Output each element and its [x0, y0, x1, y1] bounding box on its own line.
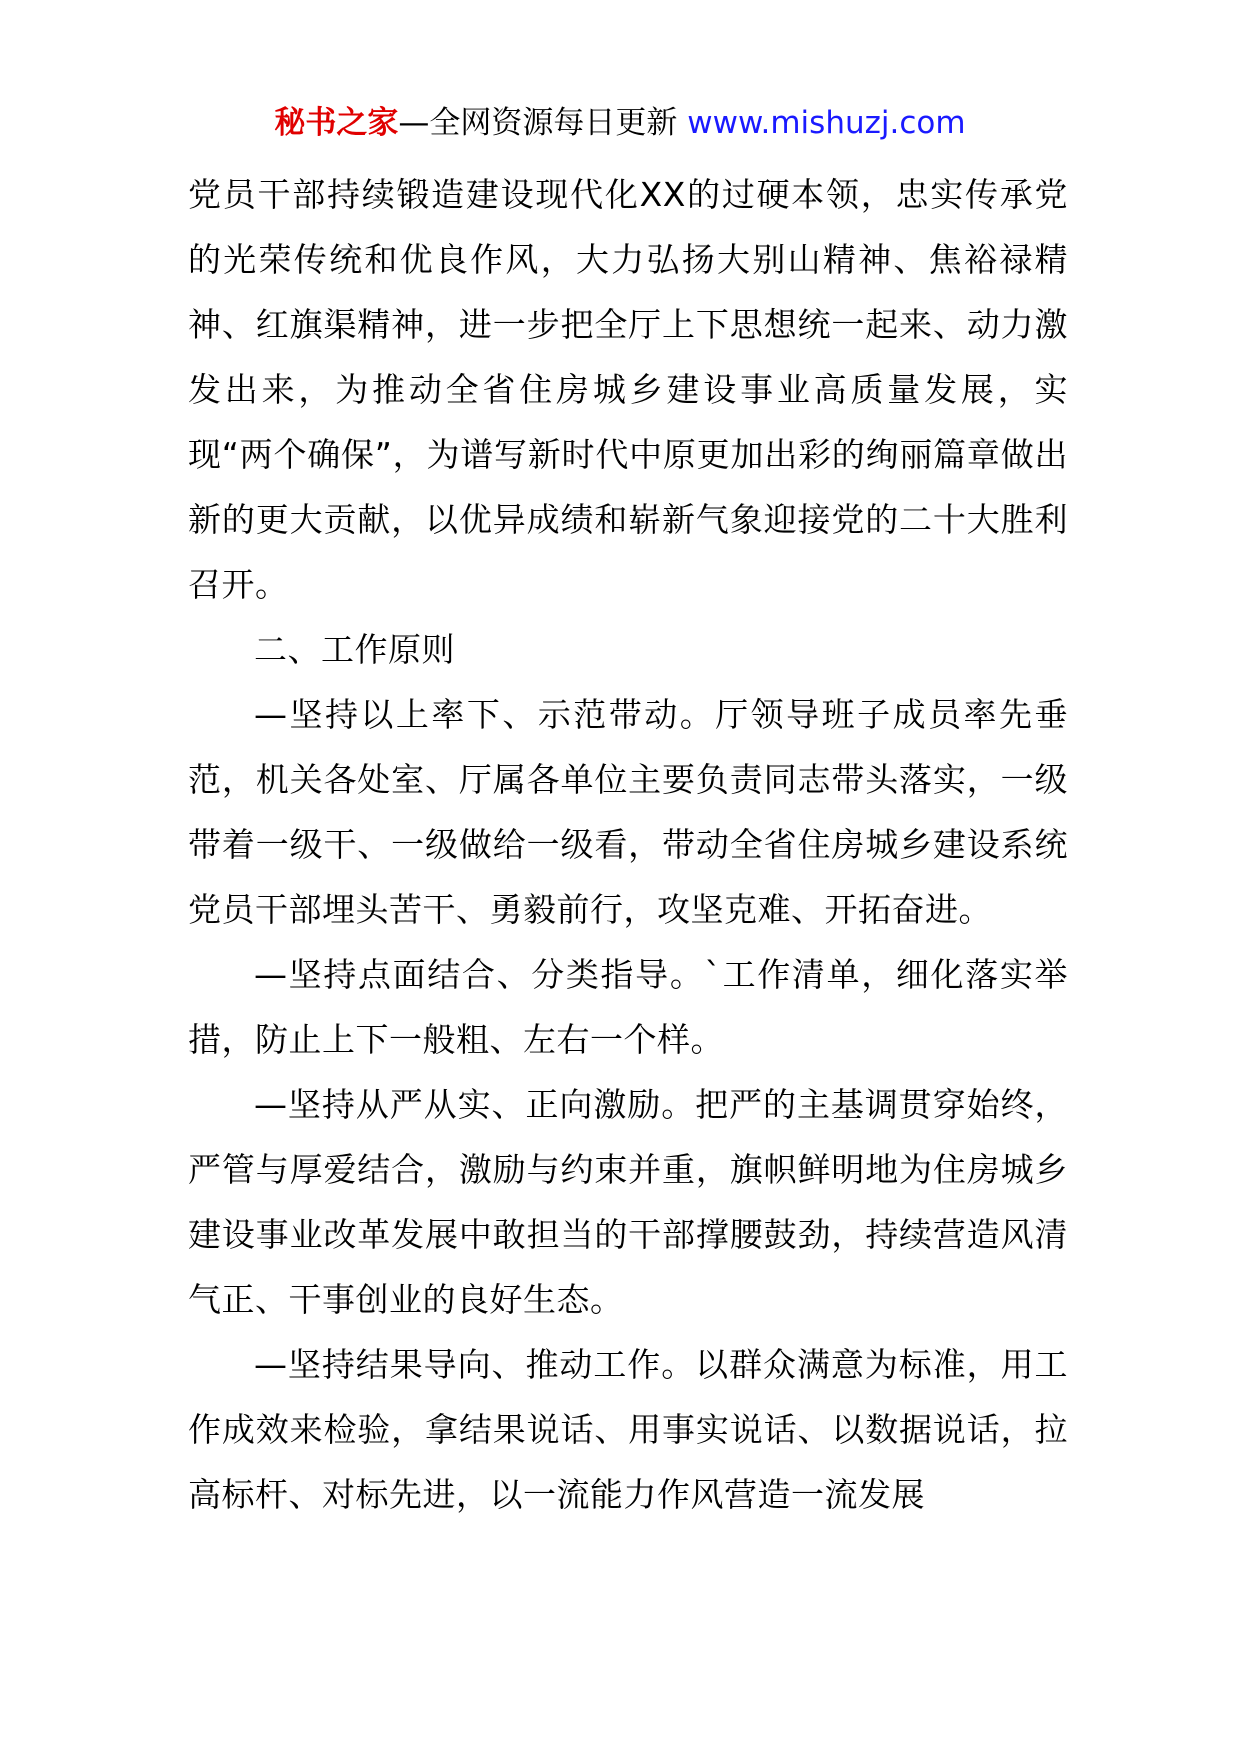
principle-paragraph: —坚持从严从实、正向激励。把严的主基调贯穿始终，严管与厚爱结合，激励与约束并重，旗帜鲜明地为住房城乡建设事业改革发展中敢担当的干部撑腰鼓劲，持续营造风清气正、干事创业的良好生态。 — [188, 1085, 1068, 1319]
page-header — [0, 103, 1240, 143]
website-link[interactable]: www.mishuzj.com — [687, 105, 966, 141]
principle-paragraph: —坚持点面结合、分类指导。`工作清单，细化落实举措，防止上下一般粗、左右一个样。 — [188, 955, 1068, 1059]
document-body — [188, 162, 1068, 1527]
section-heading: 二、工作原则 — [254, 630, 455, 669]
brand-name: 秘书之家 — [274, 105, 399, 141]
principle-paragraph: —坚持以上率下、示范带动。厅领导班子成员率先垂范，机关各处室、厅属各单位主要负责同志带头落实，一级带着一级干、一级做给一级看，带动全省住房城乡建设系统党员干部埋头苦干、勇毅前行，攻坚克难、开拓奋进。 — [188, 695, 1068, 929]
principle-paragraph: —坚持结果导向、推动工作。以群众满意为标准，用工作成效来检验，拿结果说话、用事实说话、以数据说话，拉高标杆、对标先进，以一流能力作风营造一流发展 — [188, 1345, 1068, 1514]
paragraph-continuation: 党员干部持续锻造建设现代化XX的过硬本领，忠实传承党的光荣传统和优良作风，大力弘扬大别山精神、焦裕禄精神、红旗渠精神，进一步把全厅上下思想统一起来、动力激发出来，为推动全省住房城乡建设事业高质量发展，实现“两个确保”，为谱写新时代中原更加出彩的绚丽篇章做出新的更大贡献，以优异成绩和崭新气象迎接党的二十大胜利召开。 — [188, 175, 1068, 604]
header-tagline: —全网资源每日更新 — [398, 105, 678, 141]
